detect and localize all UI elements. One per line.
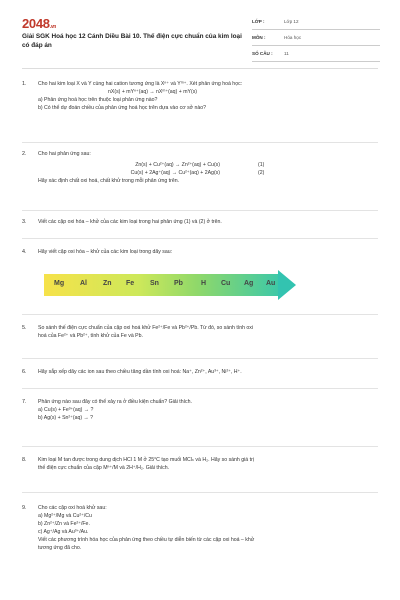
- meta-key: SỐ CÂU :: [252, 50, 273, 56]
- question-line: b) Có thể dự đoán chiều của phản ứng hoá học trên dựa vào cơ sở nào?: [38, 105, 207, 112]
- meta-value: Hóa học: [284, 34, 302, 40]
- arrow-head-icon: [278, 270, 296, 300]
- equation-row-2: [38, 169, 380, 177]
- series-metal: Zn: [103, 280, 112, 287]
- question-body: [38, 248, 380, 256]
- question-number: 1.: [22, 81, 27, 87]
- equation-tag: (1): [258, 162, 265, 169]
- series-metal: Al: [80, 280, 87, 287]
- question-separator: [22, 142, 378, 143]
- question-number: 9.: [22, 505, 27, 511]
- question-separator: [22, 238, 378, 239]
- question-separator: [22, 388, 378, 389]
- equation: Cu(s) + 2Ag⁺(aq) → Cu²⁺(aq) + 2Ag(s): [130, 170, 220, 177]
- question-number: 3.: [22, 219, 27, 225]
- question-line: Kim loại M tan được trong dung dịch HCl 1 M ở 25°C tạo muối MClₙ và H₂. Hãy so sánh giá trị: [38, 457, 254, 463]
- metal-activity-series-arrow: [44, 270, 296, 300]
- question-separator: [22, 210, 378, 211]
- question-separator: [22, 358, 378, 359]
- meta-value: Lớp 12: [284, 18, 299, 24]
- question-body: [38, 504, 380, 552]
- question-body: [38, 456, 380, 472]
- question-line: tương ứng đã cho.: [38, 545, 82, 552]
- question-body: [38, 218, 380, 226]
- question-separator: [22, 492, 378, 493]
- question-number: 4.: [22, 249, 27, 255]
- series-metal: Ag: [244, 280, 254, 287]
- series-metal: Fe: [126, 280, 135, 287]
- meta-key: LỚP :: [252, 18, 265, 24]
- question-line: Viết các cặp oxi hóa – khử của các kim loại trong hai phản ứng (1) và (2) ở trên.: [38, 219, 222, 225]
- meta-table: [252, 14, 380, 62]
- question-line: hoá của Fe²⁺ và Pb²⁺, tính khử của Fe và Pb.: [38, 333, 143, 340]
- question-line: a) Phản ứng hoá học trên thuộc loại phản ứng nào?: [38, 97, 158, 104]
- question-number: 5.: [22, 325, 27, 331]
- page-title: Giải SGK Hoá học 12 Cánh Diều Bài 10. Thế điện cực chuẩn của kim loại có đáp án: [22, 33, 242, 50]
- logo-suffix: .vn: [49, 24, 57, 30]
- series-metal: Sn: [150, 280, 159, 287]
- equation-tag: (2): [258, 170, 265, 177]
- document-header: [0, 0, 400, 64]
- question-line: Cho hai phản ứng sau:: [38, 151, 91, 157]
- series-metal: Cu: [221, 280, 231, 287]
- equation: Zn(s) + Cu²⁺(aq) → Zn²⁺(aq) + Cu(s): [135, 162, 220, 169]
- question-line: a) Mg²⁺/Mg và Cu²⁺/Cu: [38, 513, 92, 520]
- question-body: [38, 150, 380, 185]
- question-line: Hãy xác định chất oxi hoá, chất khử trong mỗi phản ứng trên.: [38, 178, 180, 185]
- question-line: Phản ứng nào sau đây có thể xảy ra ở điều kiện chuẩn? Giải thích.: [38, 399, 192, 405]
- meta-row-class: [252, 14, 380, 30]
- equation-row-1: [38, 161, 380, 169]
- meta-value: 11: [284, 50, 289, 56]
- question-line: Hãy sắp xếp dãy các ion sau theo chiều tăng dần tính oxi hoá: Na⁺, Zn²⁺, Au³⁺, Ni²⁺, H⁺.: [38, 369, 242, 375]
- question-body: [38, 324, 380, 340]
- question-line: b) Zn²⁺/Zn và Fe²⁺/Fe.: [38, 521, 90, 528]
- question-line: a) Cu(s) + Fe³⁺(aq) → ?: [38, 407, 94, 414]
- series-metal: H: [201, 280, 207, 287]
- question-separator: [22, 314, 378, 315]
- series-metal: Pb: [174, 280, 183, 287]
- equation: nX(s) + mYⁿ⁺(aq) → nXᵐ⁺(aq) + mY(s): [108, 89, 198, 96]
- question-line: So sánh thế điện cực chuẩn của cặp oxi hoá khử Fe²⁺/Fe và Pb²⁺/Pb. Từ đó, so sánh tính oxi: [38, 325, 254, 331]
- series-metal: Mg: [54, 280, 65, 287]
- question-body: [38, 80, 380, 112]
- question-line: Hãy viết cặp oxi hóa – khử của các kim loại trong dãy sau:: [38, 249, 173, 255]
- question-line: Cho các cặp oxi hoá khử sau:: [38, 505, 107, 511]
- meta-key: MÔN :: [252, 34, 266, 40]
- meta-row-subject: [252, 30, 380, 46]
- series-metal: Au: [266, 280, 276, 287]
- question-number: 7.: [22, 399, 27, 405]
- question-line: Viết các phương trình hóa học của phản ứng theo chiều tự diễn biến từ các cặp oxi hoá – khử: [38, 537, 255, 544]
- question-line: Cho hai kim loại X và Y cùng hai cation tương ứng là Xⁿ⁺ và Yᵐ⁺. Xét phản ứng hoá học:: [38, 81, 243, 87]
- question-number: 6.: [22, 369, 27, 375]
- logo-main: 2048: [22, 16, 50, 31]
- question-separator: [22, 446, 378, 447]
- header-divider: [22, 68, 378, 69]
- meta-row-count: [252, 46, 380, 62]
- question-line: c) Ag⁺/Ag và Au³⁺/Au.: [38, 529, 89, 536]
- question-line: thế điện cực chuẩn của cặp Mⁿ⁺/M và 2H⁺/H₂. Giải thích.: [38, 465, 170, 472]
- question-number: 8.: [22, 457, 27, 463]
- question-body: [38, 398, 380, 422]
- question-body: [38, 368, 380, 376]
- question-line: b) Ag(s) + Sn²⁺(aq) → ?: [38, 415, 94, 422]
- question-number: 2.: [22, 151, 27, 157]
